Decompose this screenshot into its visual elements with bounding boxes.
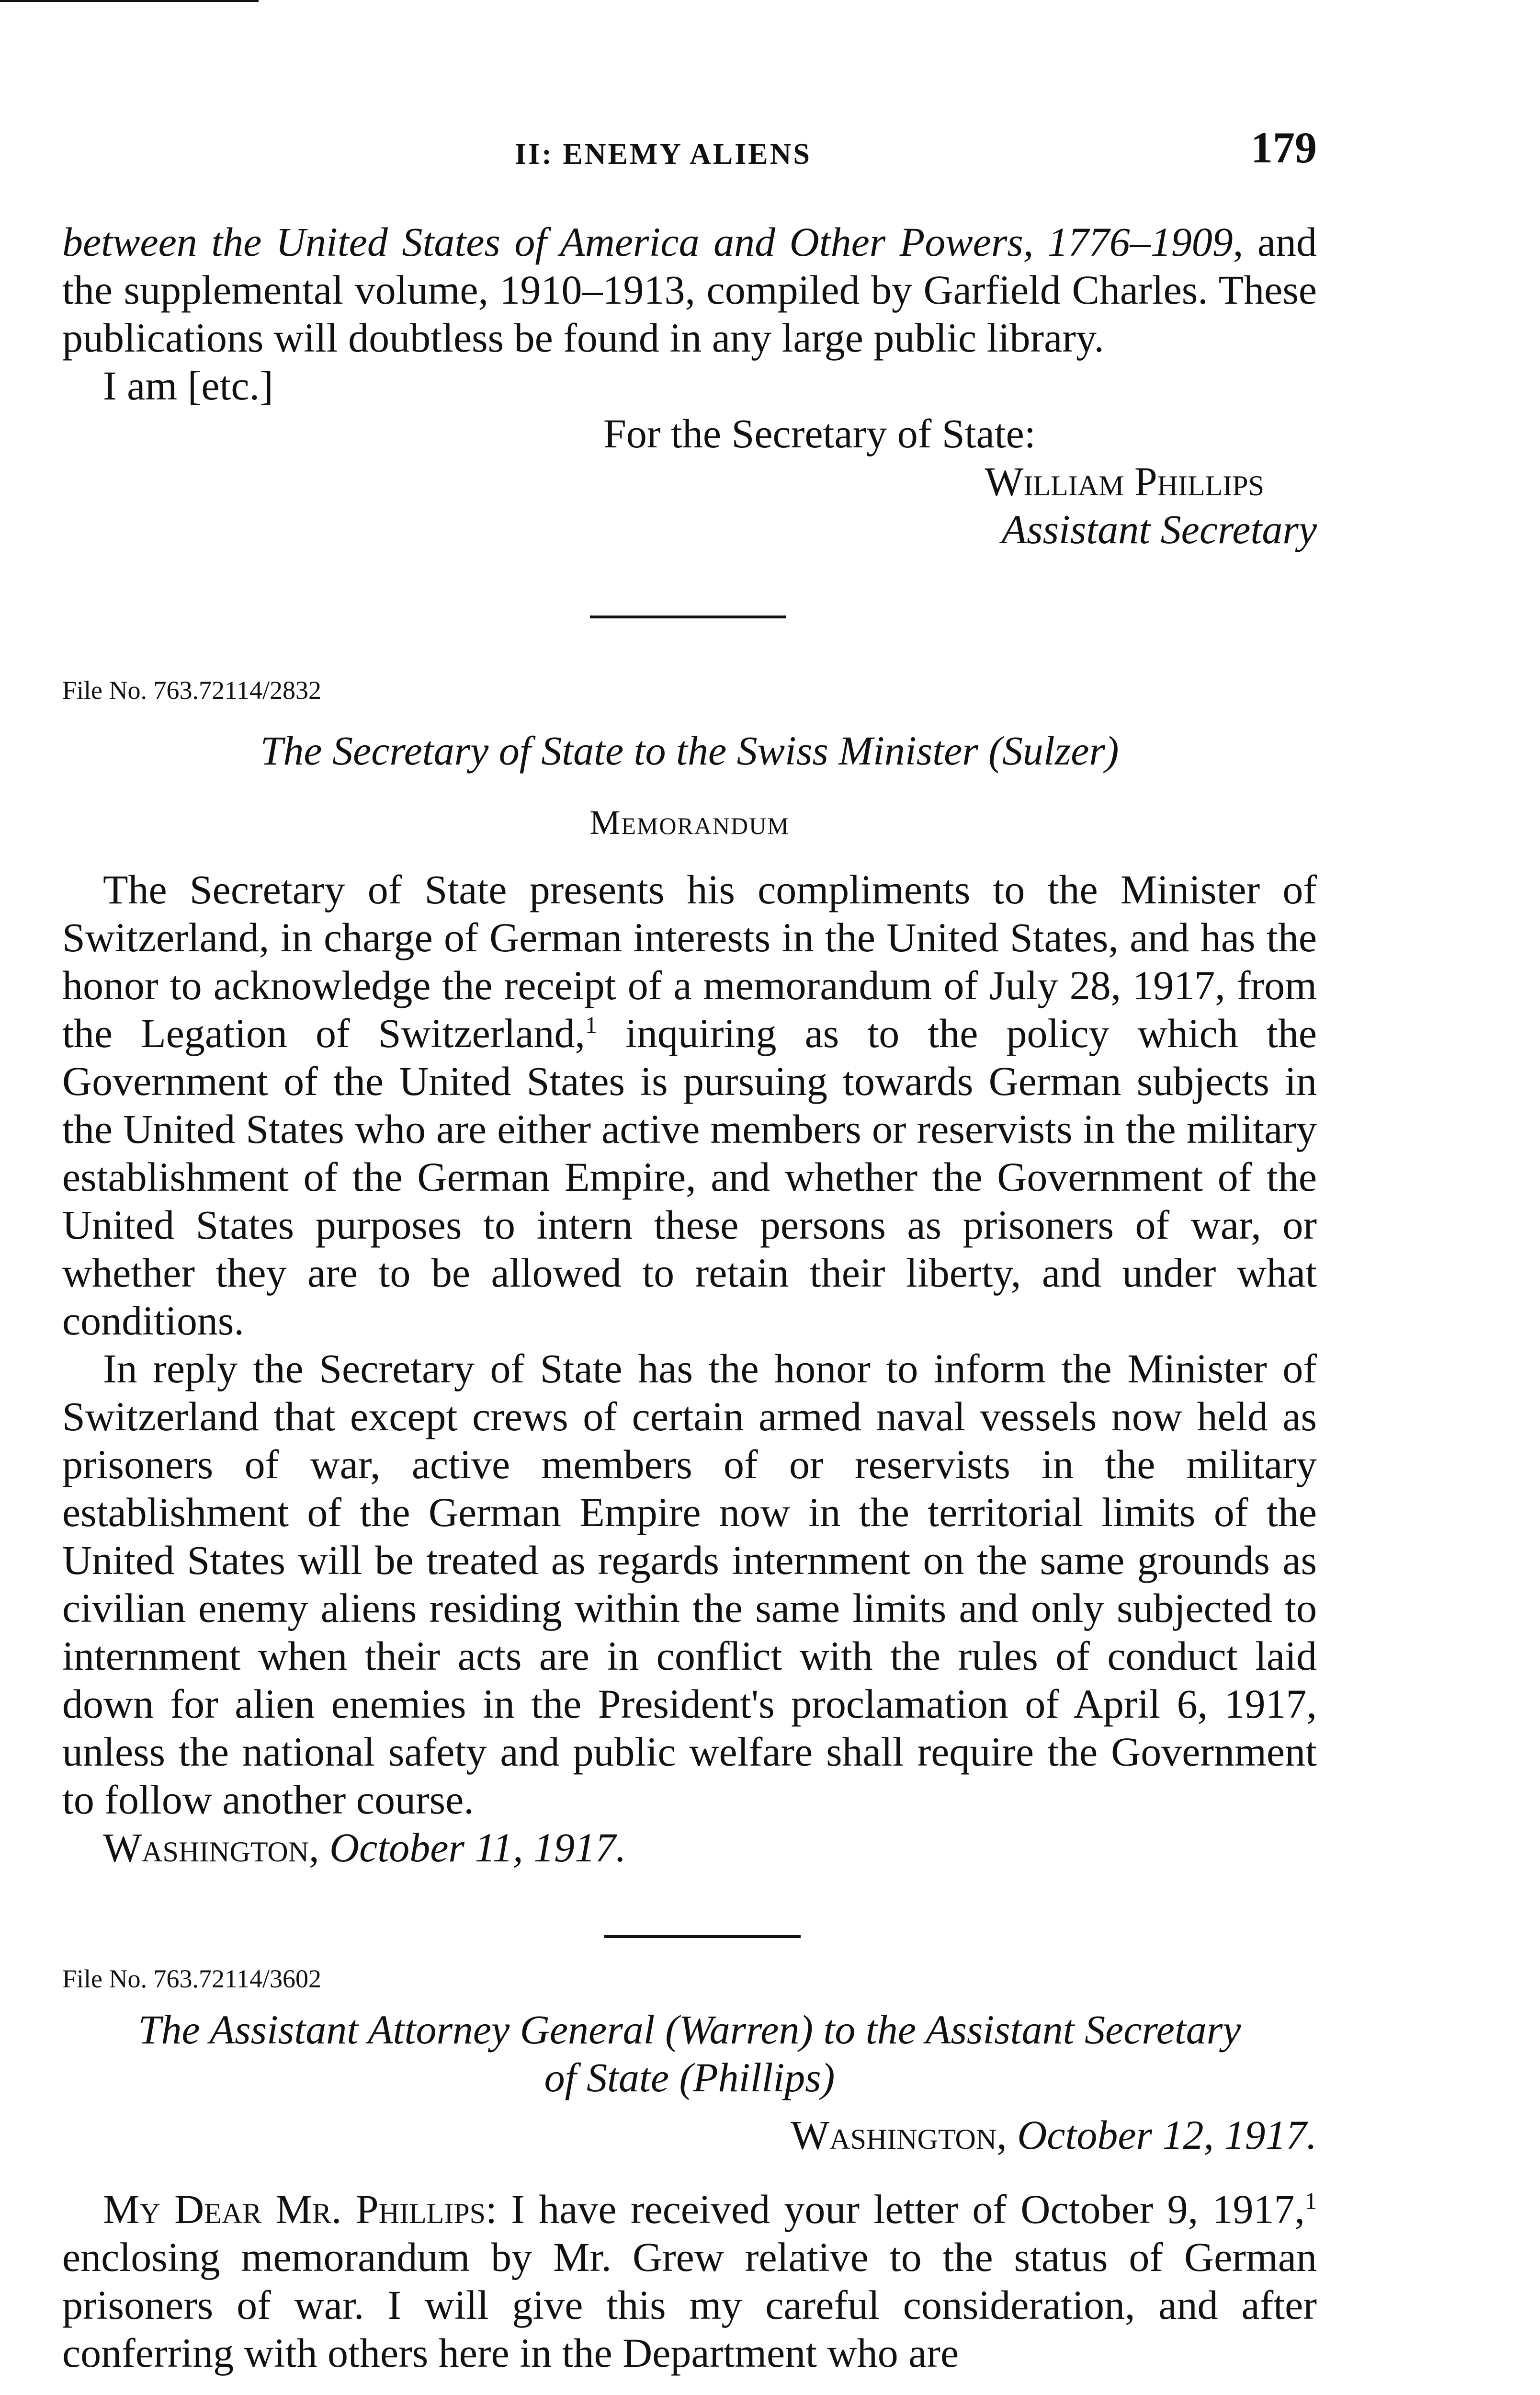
top-edge-rule	[0, 0, 259, 2]
date: October 11, 1917.	[329, 1825, 626, 1870]
file-number-line	[62, 675, 1317, 705]
continuation-block	[62, 218, 1317, 553]
closing-line: I am [etc.]	[103, 363, 273, 409]
running-header	[62, 122, 1317, 175]
document-1	[62, 675, 1317, 1871]
memorandum-paragraph-1: The Secretary of State presents his compliments to the Minister of Switzerland, in charge of German interests in the United States, and has the honor to acknowledge the receipt of a memorandum of July 28, 1917, from the Legation of Switzerland,$^1$ inquiring as to the policy which the Government of the United States is pursuing towards German subjects in the United States who are either active members or reservists in the military establishment of the German Empire, and whether the Government of the United States purposes to intern these persons as prisoners of war, or whether they are to be allowed to retain their liberty, and under what conditions.	[62, 867, 1317, 1344]
signer-title: Assistant Secretary	[1001, 506, 1317, 552]
sign-line: For the Secretary of State:	[603, 411, 1036, 456]
document-heading: The Assistant Attorney General (Warren) to the Assistant Secretary of State (Phillips)	[138, 2007, 1241, 2100]
footnote-ref: 1	[585, 1011, 598, 1038]
continuation-text: , and the supplemental volume, 1910–1913, compiled by Garfield Charles. These publications will doubtless be found in any large public library.	[62, 219, 1317, 361]
file-label: File No.	[62, 676, 147, 705]
dateline: Washington, October 12, 1917.	[791, 2112, 1317, 2158]
treaty-title: between the United States of America and Other Powers, 1776–1909	[62, 219, 1233, 265]
file-number: 763.72114/2832	[153, 676, 322, 705]
date: October 12, 1917.	[1017, 2112, 1317, 2158]
continuation-paragraph	[62, 218, 1317, 362]
running-title: II: ENEMY ALIENS	[515, 138, 812, 171]
salutation: My Dear Mr. Phillips	[103, 2186, 486, 2232]
page-number: 179	[1251, 123, 1317, 172]
secretary-name: Phillips	[693, 2054, 821, 2100]
attorney-name: Warren	[679, 2007, 800, 2053]
section-divider-2	[604, 1935, 801, 1938]
signer-name: William Phillips	[985, 458, 1264, 504]
minister-name: Sulzer	[1002, 728, 1105, 774]
memorandum-paragraph-2: In reply the Secretary of State has the honor to inform the Minister of Switzerland that except crews of certain armed naval vessels now held as prisoners of war, active members of or reservists in the military establishment of the German Empire now in the territorial limits of the United States will be treated as regards internment on the same grounds as civilian enemy aliens residing within the same limits and only subjected to internment when their acts are in conflict with the rules of conduct laid down for alien enemies in the President's proclamation of April 6, 1917, unless the national safety and public welfare shall require the Government to follow another course.	[62, 1346, 1317, 1823]
footnote-ref: 1	[1304, 2187, 1317, 2214]
place: Washington	[791, 2112, 997, 2158]
letter-paragraph: My Dear Mr. Phillips: I have received your letter of October 9, 1917,$^1$ enclosing memorandum by Mr. Grew relative to the status of German prisoners of war. I will give this my careful consideration, and after conferring with others here in the Department who are	[62, 2186, 1317, 2376]
file-number: 763.72114/3602	[153, 1964, 322, 1993]
section-divider-1	[590, 616, 786, 618]
file-number-line	[62, 1964, 1317, 1994]
file-label: File No.	[62, 1964, 147, 1993]
document-2	[62, 1964, 1317, 2377]
document-type: Memorandum	[589, 803, 790, 842]
dateline: Washington, October 11, 1917.	[103, 1825, 626, 1870]
place: Washington	[103, 1825, 309, 1870]
document-heading: The Secretary of State to the Swiss Minister (Sulzer)	[260, 728, 1119, 774]
